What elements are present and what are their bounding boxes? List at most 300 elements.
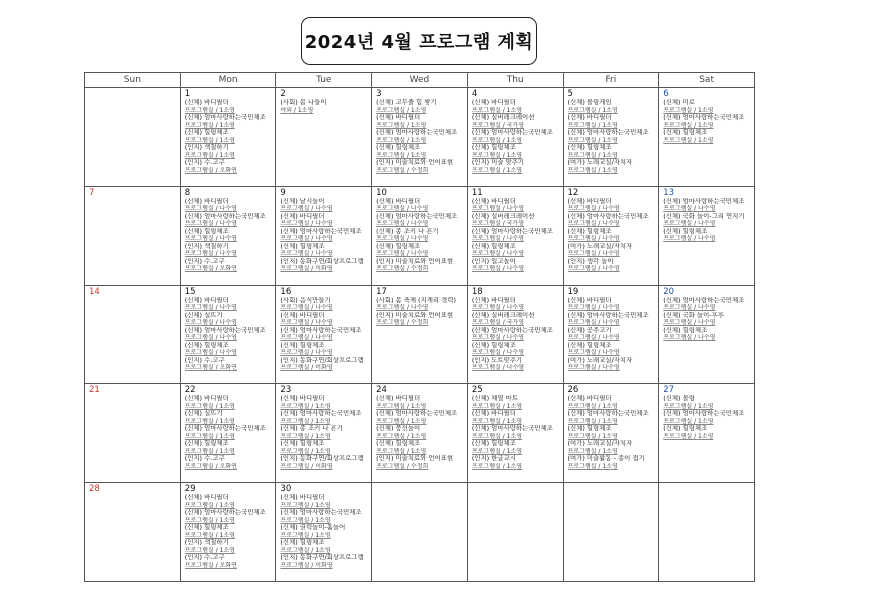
day-number: 17 <box>376 286 387 297</box>
day-cell <box>276 88 372 187</box>
program-location-staff: 프로그램실 / 국가영 <box>471 121 525 129</box>
program-title: (신체) 미로 <box>663 99 695 106</box>
program-title: (신체) 엄마사랑하는국민체조 <box>567 129 649 136</box>
day-cell <box>180 186 276 285</box>
program-location-staff: 프로그램실 / 1소영 <box>184 402 235 410</box>
program-title: (신체) 엄마사랑하는국민체조 <box>376 129 458 136</box>
program-location-staff: 프로그램실 / 나수영 <box>567 220 620 228</box>
program-location-staff: 프로그램실 / 1소영 <box>567 121 618 129</box>
program-location-staff: 프로그램실 / 나수영 <box>280 220 333 228</box>
program-title: (신체) 국화 놀이-그리 연지기 <box>663 212 745 220</box>
program-title: (신체) 바디필더 <box>280 395 325 403</box>
day-number <box>663 484 751 494</box>
day-cell <box>659 88 755 187</box>
week-row <box>85 483 755 582</box>
program-title: (신체) 실뜨기 <box>184 410 223 418</box>
program-entry <box>663 99 751 114</box>
day-number: 13 <box>663 187 675 198</box>
day-number: 5 <box>567 89 573 99</box>
program-entry <box>663 297 751 312</box>
program-entry <box>568 228 656 243</box>
program-title: (인지) 수.고구 <box>184 159 225 166</box>
program-location-staff: 프로그램실 / 나수영 <box>471 349 525 357</box>
program-title: (신체) 힐링체조 <box>471 144 516 151</box>
program-location-staff: 프로그램실 / 나수영 <box>184 250 237 258</box>
program-location-staff: 프로그램실 / 오화연 <box>184 561 237 569</box>
program-entry <box>185 258 273 273</box>
program-title: (신체) 힐링체조 <box>184 129 229 136</box>
program-title: (신체) 힐링체조 <box>567 341 612 349</box>
program-location-staff: 프로그램실 / 1소영 <box>376 121 427 129</box>
program-entry <box>663 213 751 228</box>
program-title: (인지) 색칠하기 <box>184 144 229 151</box>
day-cell <box>563 285 659 384</box>
program-entry <box>472 159 560 174</box>
program-location-staff: 프로그램실 / 1소영 <box>184 121 235 129</box>
program-entry <box>568 357 656 372</box>
program-location-staff: 프로그램실 / 오화연 <box>184 265 237 273</box>
program-location-staff: 프로그램실 / 오화연 <box>184 462 237 470</box>
program-location-staff: 프로그램실 / 나수영 <box>184 220 237 228</box>
program-location-staff: 프로그램실 / 1소영 <box>280 546 331 554</box>
program-entry <box>376 425 464 440</box>
program-entry <box>280 258 368 273</box>
program-location-staff: 프로그램실 / 1소영 <box>184 136 235 144</box>
program-location-staff: 프로그램실 / 1소영 <box>567 166 618 174</box>
program-location-staff: 프로그램실 / 1소영 <box>376 106 427 114</box>
program-title: (신체) 바디필더 <box>471 197 516 205</box>
day-cell <box>563 384 659 483</box>
day-cell <box>180 88 276 187</box>
program-title: (인지) 수.고구 <box>184 455 225 463</box>
day-cell <box>467 88 563 187</box>
program-location-staff: 프로그램실 / 1소영 <box>184 447 235 455</box>
program-entry <box>376 455 464 470</box>
program-entry <box>568 425 656 440</box>
program-title: (신체) 바디필더 <box>184 197 229 205</box>
program-entry <box>280 198 368 213</box>
program-entry <box>568 312 656 327</box>
program-location-staff: 프로그램실 / 1소영 <box>280 516 331 524</box>
program-entry <box>280 395 368 410</box>
week-row <box>85 285 755 384</box>
program-location-staff: 프로그램실 / 나수영 <box>471 265 525 273</box>
program-title: (신체) 낱시놀이 <box>280 197 325 205</box>
program-entry <box>663 395 751 410</box>
program-title: (신체) 엄마사랑하는국민체조 <box>663 114 745 121</box>
program-title: (신체) 바디필더 <box>280 311 325 319</box>
program-entry <box>472 327 560 342</box>
program-entry <box>568 198 656 213</box>
day-number: 21 <box>89 385 100 396</box>
program-title: (신체) 엄마사랑하는국민체조 <box>663 197 745 205</box>
program-entry <box>472 342 560 357</box>
program-location-staff: 프로그램실 / 1소영 <box>663 432 714 440</box>
program-title: (신체) 엄마사랑하는국민체조 <box>471 129 553 136</box>
day-cell <box>276 285 372 384</box>
program-entry <box>280 342 368 357</box>
program-title: (신체) 실버레크레이션 <box>471 311 535 319</box>
program-location-staff: 프로그램실 / 나수영 <box>376 304 429 312</box>
day-cell <box>180 285 276 384</box>
week-row <box>85 88 755 187</box>
program-location-staff: 프로그램실 / 1소영 <box>184 516 235 524</box>
day-cell <box>563 483 659 582</box>
day-number: 29 <box>184 484 196 495</box>
program-entry <box>376 410 464 425</box>
program-location-staff: 프로그램실 / 나수영 <box>280 349 333 357</box>
day-cell <box>372 186 468 285</box>
program-location-staff: 프로그램실 / 나수영 <box>184 334 237 342</box>
program-title: (인지) 동화구연/회상프로그램 <box>280 356 364 364</box>
program-title: (신체) 바디필더 <box>184 395 229 403</box>
program-title: (인지) 색칠하기 <box>184 242 229 250</box>
program-title: (인지) 동화구연/회상프로그램 <box>280 554 364 562</box>
program-title: (인지) 일고놀이 <box>471 257 516 265</box>
program-entry <box>568 342 656 357</box>
program-title: (인지) 도트맞추기 <box>471 356 523 364</box>
program-title: (신체) 힐링체조 <box>280 341 325 349</box>
program-title: (신체) 힐링체조 <box>471 440 516 448</box>
program-entry <box>280 99 368 114</box>
program-title: (여가) 노래교실/자치자 <box>567 356 633 364</box>
program-entry <box>376 228 464 243</box>
program-location-staff: 야외 / 1소영 <box>280 106 314 114</box>
program-location-staff: 프로그램실 / 1소영 <box>471 136 523 144</box>
program-location-staff: 프로그램실 / 나수영 <box>280 205 333 213</box>
day-cell <box>467 186 563 285</box>
day-number: 14 <box>89 286 100 297</box>
program-location-staff: 프로그램실 / 1소영 <box>663 106 714 114</box>
program-location-staff: 프로그램실 / 나수영 <box>567 304 620 312</box>
day-cell <box>467 483 563 582</box>
weekday-header-tue: Tue <box>276 73 372 88</box>
weekday-header-mon: Mon <box>180 73 276 88</box>
program-location-staff: 프로그램실 / 1소영 <box>184 106 235 114</box>
week-row <box>85 186 755 285</box>
day-cell <box>659 483 755 582</box>
program-location-staff: 프로그램실 / 1소영 <box>471 166 523 174</box>
program-location-staff: 프로그램실 / 나수영 <box>471 334 525 342</box>
program-entry <box>185 539 273 554</box>
program-entry <box>376 159 464 174</box>
week-row <box>85 384 755 483</box>
day-cell <box>659 285 755 384</box>
program-entry <box>568 327 656 342</box>
program-title: (인지) 미술치료와 언어표현 <box>376 159 454 166</box>
day-number: 22 <box>184 385 196 396</box>
program-entry <box>185 327 273 342</box>
program-entry <box>376 312 464 327</box>
program-location-staff: 프로그램실 / 나수영 <box>567 364 620 372</box>
program-title: (신체) 바디필더 <box>184 494 229 502</box>
day-cell <box>276 186 372 285</box>
weekday-header-wed: Wed <box>372 73 468 88</box>
program-location-staff: 프로그램실 / 오화연 <box>184 166 237 174</box>
program-location-staff: 프로그램실 / 수정희 <box>376 462 429 470</box>
day-number: 27 <box>663 385 675 396</box>
program-entry <box>185 425 273 440</box>
program-title: (신체) 바디필더 <box>567 296 612 304</box>
day-cell <box>372 88 468 187</box>
day-cell <box>85 285 181 384</box>
program-location-staff: 프로그램실 / 나수영 <box>471 304 525 312</box>
program-entry <box>663 198 751 213</box>
program-title: (신체) 바디필더 <box>567 395 612 403</box>
program-entry <box>472 357 560 372</box>
program-title: (인지) 동화구연/회상프로그램 <box>280 455 364 463</box>
day-number: 19 <box>567 286 579 297</box>
program-title: (신체) 힐링체조 <box>471 341 516 349</box>
program-title: (신체) 엄마사랑하는국민체조 <box>663 410 745 418</box>
program-entry <box>472 297 560 312</box>
program-entry <box>185 198 273 213</box>
program-title: (신체) 바디필더 <box>567 114 612 121</box>
program-location-staff: 프로그램실 / 나수영 <box>663 304 716 312</box>
day-cell <box>467 384 563 483</box>
program-title: (인지) 미술치료와 언어표현 <box>376 257 454 265</box>
program-location-staff: 프로그램실 / 나수영 <box>280 250 333 258</box>
program-title: (신체) 바디필더 <box>471 296 516 304</box>
program-entry <box>663 312 751 327</box>
program-title: (인지) 색칠하기 <box>184 539 229 547</box>
day-cell <box>467 285 563 384</box>
program-title: (신체) 바디필더 <box>471 410 516 418</box>
program-entry <box>472 99 560 114</box>
program-location-staff: 프로그램실 / 1소영 <box>567 417 618 425</box>
program-title: (신체) 바디필더 <box>376 395 421 403</box>
program-entry <box>472 243 560 258</box>
program-location-staff: 프로그램실 / 1소영 <box>471 417 523 425</box>
program-entry <box>280 297 368 312</box>
program-title: (신체) 힐링체조 <box>280 539 325 547</box>
program-location-staff: 프로그램실 / 1소영 <box>280 501 331 509</box>
program-title: (신체) 볼링게임 <box>567 99 612 106</box>
program-location-staff: 프로그램실 / 나수영 <box>184 304 237 312</box>
program-title: (신체) 바디필더 <box>376 114 421 121</box>
program-location-staff: 프로그램실 / 나수영 <box>663 334 716 342</box>
program-entry <box>185 144 273 159</box>
program-title: (신체) 힐링체조 <box>184 440 229 448</box>
program-entry <box>280 539 368 554</box>
program-title: (신체) 체열 마트 <box>471 395 518 403</box>
program-entry <box>568 129 656 144</box>
day-cell <box>85 384 181 483</box>
day-number: 6 <box>663 89 669 99</box>
program-entry <box>568 258 656 273</box>
program-entry <box>376 144 464 159</box>
program-location-staff: 프로그램실 / 1소영 <box>376 447 427 455</box>
day-number: 25 <box>471 385 483 396</box>
program-entry <box>376 99 464 114</box>
program-location-staff: 프로그램실 / 1소영 <box>663 417 714 425</box>
program-location-staff: 프로그램실 / 1소영 <box>280 402 331 410</box>
program-location-staff: 프로그램실 / 이화영 <box>280 462 333 470</box>
program-entry <box>663 129 751 144</box>
program-entry <box>663 327 751 342</box>
program-location-staff: 프로그램실 / 나수영 <box>567 250 620 258</box>
weekday-header-thu: Thu <box>467 73 563 88</box>
program-title: (신체) 바디필더 <box>567 197 612 205</box>
program-location-staff: 프로그램실 / 나수영 <box>280 304 333 312</box>
program-entry <box>185 243 273 258</box>
program-location-staff: 프로그램실 / 1소영 <box>280 531 331 539</box>
program-location-staff: 프로그램실 / 1소영 <box>567 432 618 440</box>
program-entry <box>185 395 273 410</box>
program-entry <box>376 129 464 144</box>
program-entry <box>472 395 560 410</box>
program-entry <box>185 524 273 539</box>
day-number: 1 <box>184 89 191 99</box>
program-title: (신체) 엄마사랑하는국민체조 <box>471 326 553 334</box>
program-entry <box>376 243 464 258</box>
program-title: (신체) 엄마사랑하는국민체조 <box>471 227 553 235</box>
program-title: (인지) 수.고구 <box>184 554 225 562</box>
program-title: (인지) 생각 놀이 <box>567 257 614 265</box>
program-title: (신체) 바디필더 <box>184 99 229 106</box>
program-location-staff: 프로그램실 / 나수영 <box>663 235 716 243</box>
day-number <box>89 89 177 99</box>
weekday-header-sat: Sat <box>659 73 755 88</box>
program-entry <box>280 425 368 440</box>
program-location-staff: 프로그램실 / 1소영 <box>567 151 618 159</box>
program-title: (신체) 바디필더 <box>280 212 325 220</box>
program-title: (신체) 권력놀이-훌놀어 <box>280 524 346 532</box>
day-number <box>568 484 656 494</box>
program-entry <box>280 357 368 372</box>
program-location-staff: 프로그램실 / 1소영 <box>376 417 427 425</box>
program-location-staff: 프로그램실 / 나수영 <box>376 235 429 243</box>
program-entry <box>185 410 273 425</box>
program-location-staff: 프로그램실 / 나수영 <box>376 250 429 258</box>
program-entry <box>185 129 273 144</box>
program-title: (신체) 엄마사랑하는국민체조 <box>567 212 649 220</box>
program-location-staff: 프로그램실 / 1소영 <box>471 402 523 410</box>
program-location-staff: 프로그램실 / 1소영 <box>567 447 618 455</box>
program-entry <box>185 159 273 174</box>
program-title: (신체) 엄마사랑하는국민체조 <box>471 425 553 433</box>
program-entry <box>376 213 464 228</box>
program-entry <box>568 144 656 159</box>
program-entry <box>568 297 656 312</box>
day-number: 16 <box>280 286 292 297</box>
program-entry <box>280 243 368 258</box>
program-entry <box>185 312 273 327</box>
program-title: (신체) 국화 놀이-후후 <box>663 311 724 319</box>
day-cell <box>276 384 372 483</box>
program-title: (인지) 미술치료와 언어표현 <box>376 311 454 319</box>
program-location-staff: 프로그램실 / 국가영 <box>471 220 525 228</box>
program-location-staff: 프로그램실 / 나수영 <box>567 319 620 327</box>
program-location-staff: 프로그램실 / 나수영 <box>280 235 333 243</box>
program-location-staff: 프로그램실 / 나수영 <box>280 334 333 342</box>
program-entry <box>472 410 560 425</box>
program-entry <box>376 198 464 213</box>
program-location-staff: 프로그램실 / 1소영 <box>184 546 235 554</box>
program-location-staff: 프로그램실 / 이화영 <box>280 265 333 273</box>
program-location-staff: 프로그램실 / 이화영 <box>280 364 333 372</box>
program-entry <box>568 243 656 258</box>
program-entry <box>376 297 464 312</box>
program-entry <box>185 114 273 129</box>
program-location-staff: 프로그램실 / 나수영 <box>280 319 333 327</box>
program-location-staff: 프로그램실 / 나수영 <box>184 349 237 357</box>
program-location-staff: 프로그램실 / 나수영 <box>567 235 620 243</box>
day-number: 30 <box>280 484 292 495</box>
program-entry <box>185 509 273 524</box>
program-entry <box>280 554 368 569</box>
program-entry <box>185 494 273 509</box>
program-location-staff: 프로그램실 / 나수영 <box>567 334 620 342</box>
calendar-grid <box>84 72 755 582</box>
program-entry <box>663 425 751 440</box>
program-title: (신체) 힐링체조 <box>471 242 516 250</box>
day-cell <box>563 88 659 187</box>
program-title: (신체) 힐링체조 <box>280 440 325 448</box>
program-location-staff: 프로그램실 / 1소영 <box>471 106 523 114</box>
program-entry <box>280 455 368 470</box>
program-entry <box>280 213 368 228</box>
program-title: (신체) 엄마사랑하는국민체조 <box>280 410 362 418</box>
program-entry <box>185 357 273 372</box>
page-title: 2024년 4월 프로그램 계획 <box>301 17 537 65</box>
program-title: (신체) 바디필더 <box>376 197 421 205</box>
weekday-header-row <box>85 73 755 88</box>
program-title: (여가) 노래교실/자치자 <box>567 242 633 250</box>
program-title: (신체) 엄마사랑하는국민체조 <box>567 311 649 319</box>
day-number: 8 <box>184 187 191 198</box>
program-location-staff: 프로그램실 / 1소영 <box>663 402 714 410</box>
program-title: (신체) 종 조키 나 흔기 <box>280 425 343 433</box>
day-cell <box>372 384 468 483</box>
program-location-staff: 프로그램실 / 1소영 <box>471 432 523 440</box>
program-location-staff: 프로그램실 / 1소영 <box>376 432 427 440</box>
program-entry <box>568 99 656 114</box>
program-location-staff: 프로그램실 / 수정희 <box>376 319 429 327</box>
program-location-staff: 프로그램실 / 1소영 <box>280 447 331 455</box>
program-location-staff: 프로그램실 / 나수영 <box>567 349 620 357</box>
day-cell <box>85 186 181 285</box>
program-title: (신체) 고무줄 힘 쌓기 <box>376 99 437 106</box>
day-number: 11 <box>471 187 483 198</box>
program-entry <box>663 114 751 129</box>
day-number: 7 <box>89 187 95 198</box>
program-location-staff: 프로그램실 / 이화영 <box>280 561 333 569</box>
program-location-staff: 프로그램실 / 1소영 <box>567 462 618 470</box>
program-location-staff: 프로그램실 / 나수영 <box>471 205 525 213</box>
program-title: (신체) 풍선놀이 <box>376 425 421 433</box>
program-entry <box>280 524 368 539</box>
program-entry <box>663 410 751 425</box>
day-number: 24 <box>376 385 387 396</box>
program-entry <box>568 159 656 174</box>
day-number: 12 <box>567 187 579 198</box>
program-title: (인지) 동화구연/회상프로그램 <box>280 257 364 265</box>
day-cell <box>372 285 468 384</box>
day-cell <box>659 186 755 285</box>
program-title: (신체) 엄마사랑하는국민체조 <box>280 509 362 517</box>
program-entry <box>568 114 656 129</box>
program-entry <box>280 327 368 342</box>
program-title: (신체) 엄마사랑하는국민체조 <box>184 509 266 517</box>
program-location-staff: 프로그램실 / 나수영 <box>663 205 716 213</box>
program-entry <box>472 144 560 159</box>
program-location-staff: 프로그램실 / 1소영 <box>184 151 235 159</box>
program-title: (신체) 엄마사랑하는국민체조 <box>184 425 266 433</box>
program-entry <box>568 410 656 425</box>
program-title: (신체) 바디필더 <box>184 296 229 304</box>
program-entry <box>472 440 560 455</box>
